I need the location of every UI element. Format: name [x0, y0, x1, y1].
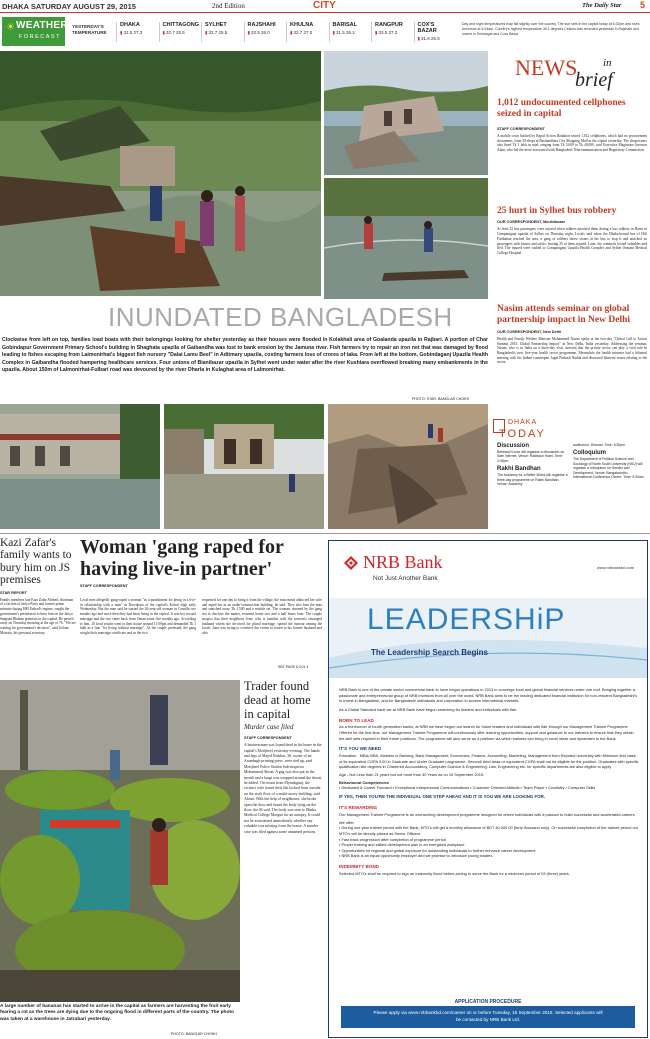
weather-city-temps: [333, 30, 370, 36]
thermometer-icon: ▮: [205, 30, 208, 35]
leadership-title: LEADERSHiP: [367, 603, 566, 636]
ad-offer-item: ▪ Opportunities for regional and global exposure for outstanding individuals to further enhance career development: [339, 847, 536, 853]
thermometer-icon: ▮: [290, 30, 293, 35]
photo-bananas: [0, 680, 240, 1002]
banana-caption: A large number of bananas has started to arrive in the capital as farmers are harvesting the fruit early fearing a rot as the trees are dying due to the ongoing flood in different parts of the country. The photo was taken at a warehouse in Jatrabari yesterday.: [0, 1004, 234, 1022]
feature-credit: PHOTO: STAR, BANGLAR CHOKH: [412, 397, 470, 401]
weather-city-temp-values: 32.7 25.5: [208, 30, 228, 35]
weather-city-name: COX'S BAZAR: [417, 22, 437, 34]
brief-item-nasim: [497, 304, 647, 365]
brief-headline: Nasim attends seminar on global partnership impact in New Delhi: [497, 304, 630, 326]
weather-city: [244, 22, 285, 42]
brief-item-cellphones: [497, 98, 647, 153]
thermometer-icon: ▮: [332, 30, 335, 35]
photo-boat-family: [0, 51, 321, 296]
thermometer-icon: ▮: [120, 30, 123, 35]
leadership-subtitle: The Leadership Search Begins: [371, 648, 488, 657]
ad-competency-head: Behavioural Competencies: [339, 779, 389, 785]
weather-city-name: SYLHET: [205, 22, 227, 28]
brief-body: Health and Family Welfare Minister Mohammed Nasim spoke at the two-day "Global Call to Action Summit 2015: Global Partnership Impact" in New Delhi, India yesterday. Addressing the seminar, Nasim, who is in India on a three-day visit, stressed that the private sector can play a vital role in Bangladesh's new five-year health sector programme. Meanwhile the health minister had a bilateral meeting with his Indian counterpart Jagat Prakash Nadda and discussed bilateral issues relating to the sector.: [497, 336, 647, 365]
weather-city-temp-values: 32.7 25.5: [165, 30, 185, 35]
woman-article: [80, 537, 322, 675]
weather-title: WEATHER: [16, 20, 68, 31]
ad-offer-item: ▪ NRB Bank is an equal opportunity employer and we promise to introduce young leaders: [339, 853, 493, 859]
event-head: Colloquium: [573, 450, 606, 457]
woman-headline: Woman 'gang raped for having live-in partner': [80, 536, 284, 580]
ad-rewarding-body: Our Management Trainee Programme is an overarching development programme designed for driven individuals with a passion to build successful and accelerated careers.: [339, 811, 636, 817]
ad-offer-item: ▪ Proper training and skilled development plan in an energized workplace: [339, 842, 465, 848]
weather-forecast: Day and night temperatures may fall slightly over the country. The sun sets in the capital today at 6:32pm and rises tomorrow at 5:34am. Country's highest temperature 35.1 degrees Celsius was recorded yesterday in Rajshahi and lowest in Srimangal and Coxs Bazar.: [462, 22, 640, 36]
dhaka-today-col1: [497, 443, 568, 487]
masthead-edition: 2nd Edition: [212, 2, 245, 10]
photo-health-complex: [0, 404, 160, 529]
leadership-banner: [329, 598, 647, 678]
weather-city-temp-values: 31.6 26.5: [420, 36, 440, 41]
banana-credit: PHOTO: BANGLAR CHOKH: [171, 1032, 217, 1036]
trader-headline: Trader found dead at home in capital: [244, 679, 311, 721]
weather-city: [159, 22, 200, 42]
event-body: auditorium, Dhanad, Time: 6:30pm: [573, 443, 626, 447]
news-brief-header: [493, 51, 650, 95]
woman-col2: requested for one day to bring it from the village, the miscreants abducted her wife and raped her in an under-construction building, he said. They also beat the man and snatched away Tk 1,500 and a mobile set. The woman, stunned by the gang not to disclose the matter, returned home two and a half hours later. The couple suspect that their neighbour Jonu, who is familiar with the woman's estranged husband whom she divorced for plural marriage, spread the rumour among the locals. Jonu was trying to convince the victim to return to his former husband and also: [202, 598, 322, 636]
trader-byline: STAFF CORRESPONDENT: [244, 736, 292, 741]
event-head: Discussion: [497, 443, 530, 449]
ad-intro-1: NRB Bank is one of the private sector commercial bank to have begun operations in 2013 to converge local and global financial services under one roof. Bringing together a passionate and entrepreneurial group of NRB investors from all over the world, NRB Bank aims to be the leading dedicated financial institution for non-resident Bangladeshi's to invest in Bangladesh, and for Bangladeshi individuals and corporation to access international markets.: [339, 687, 638, 704]
application-procedure-text: Please apply via www.nrbbankbd.com/career on or before Tuesday, 15 September 2015. Selected applicants will be contacted by NRB Bank Ltd.: [373, 1010, 603, 1022]
ad-rewarding-head: IT'S REWARDING: [339, 805, 378, 811]
ad-body: [339, 687, 639, 876]
brief-headline: 25 hurt in Sylhet bus robbery: [497, 206, 617, 216]
weather-cities: [116, 22, 456, 42]
trader-article: [244, 680, 323, 835]
brief-item-bus-robbery: [497, 206, 647, 256]
masthead: [0, 0, 650, 13]
weather-city-temps: [290, 30, 327, 36]
nrb-url: www.nrbbankbd.com: [597, 565, 635, 570]
trader-body: A businessman was found dead in his home in the capital's Motijheel yesterday evening. The hands and legs of Majed Iftekhar, 36, owner of an Arambagh printing press, were tied up, said Motijheel Police Station Sub-inspector Mohammad Abrun. A gag was also put in the mouth and a lungi was wrapped around the throat, he added. On return from Mymshgunj, the victim's wife found their flat locked from outside on the sixth floor of a multi-storey building, said Abrun. With the help of neighbours, she broke open the door and found the body lying on the floor, the SI said. The body was sent to Dhaka Medical College Morgue for an autopsy. It could not be ascertained immediately whether any valuable was missing from the house. A murder case was filed against some unnamed persons.: [244, 743, 323, 834]
ad-offer-item: ▪ Fast track progression after completion of programme period: [339, 836, 446, 842]
ad-competency-list: ▪ Dedicated & Career Focused ▪ Exceptional Interpersonal Communications ▪ Customer Oriented Attitude ▪ Team Player ▪ Creativity ▪ Computer Skills: [339, 785, 596, 791]
weather-city-temp-values: 31.5 26.2: [335, 30, 355, 35]
ad-born-to-lead-head: BORN TO LEAD: [339, 717, 374, 723]
brief-body: A mobile court backed by Rapid Action Battalion seized 1,012 cellphones, which had no procurement documents, from 30 shops at Bashundhara City Shopping Mall in the capital yesterday. The shopowners also fined Tk 1 lakh in total, ranging from Tk 5,000 to Tk 40,000, said Executive Magistrate Sarowar Alam, who led the drive associated with Bangladesh Telecommunication and Regulatory Commission.: [497, 133, 647, 152]
yesterday-label: YESTERDAY'S TEMPERATURE: [72, 24, 107, 36]
ad-intro-2: As a Global Standard bank we at NRB Bank have begun searching for leaders and individuals with flair.: [339, 706, 517, 712]
weather-city-name: RAJSHAHI: [247, 22, 276, 28]
thermometer-icon: ▮: [417, 36, 420, 41]
brief-body: At least 25 bus passengers were injured when robbers attacked them during a bus robbery in Barni in Companiganj upazila of Sylhet on Thursday night. Locals said when the Dhaka-bound bus of Hifi Paribahan reached the area, a gang of robbers threw stones at the bus to stop it and attacked its passengers with knives and sticks, leaving 25 of them injured. Later, the criminals looted valuables and fled. The injured were rushed to Companiganj Upazila Health Complex and Sylhet Osmani Medical College Hospital.: [497, 227, 647, 256]
ad-need-body: Education - MBA/ BBA, Masters in Banking, Bank Management, Economics, Finance, Accounting, Marketing, Management from Reputed University with Minimum first class or its equivalent CGPA 3.00 in Graduate and Under Graduate programme. Second/ third class or equivalent CGPA shall not be eligible for the position. Graduates with specific qualification like degrees in Chartered Accountancy, Computer Science & Engineering, Law, Engineering etc. for specific departments are also eligible to apply.: [339, 752, 639, 770]
thermometer-icon: ▮: [247, 30, 250, 35]
ad-offer-label: We offer:: [339, 819, 355, 825]
section-name: CITY: [313, 0, 336, 11]
weather-city-temp-values: 32.7 27.0: [293, 30, 313, 35]
weather-city-name: DHAKA: [120, 22, 140, 28]
weather-city-temps: [248, 30, 285, 36]
paper-name: The Daily Star: [582, 2, 622, 9]
event-body: The Department of Political Science and Sociology of North South University (NSU) will organise a colloquium on Gender and Development, Venue: Bangabandhu International Conference Centre, Time: 9:30am: [573, 457, 644, 480]
dhaka-today-box: [493, 413, 650, 529]
photo-school-erosion: [324, 51, 488, 175]
kazi-article: [0, 537, 76, 636]
nrb-bank-name: NRB Bank: [363, 552, 443, 572]
weather-city-name: KHULNA: [290, 22, 314, 28]
brief-byline: OUR CORRESPONDENT, Moulvibazar: [497, 220, 565, 225]
sun-icon: ☀: [6, 22, 15, 33]
brief-byline: OUR CORRESPONDENT, New Delhi: [497, 329, 562, 334]
news-brief-in: in: [603, 57, 612, 69]
weather-city-temp-values: 33.5 27.2: [378, 30, 398, 35]
weather-city-name: RANGPUR: [375, 22, 403, 28]
weather-city-temps: [418, 36, 455, 42]
ad-need-age: Age - Not Less than 21 years but not more than 30 Years as on 15 September 2015.: [339, 771, 485, 777]
weather-city-temps: [120, 30, 157, 36]
brief-byline: STAFF CORRESPONDENT: [497, 126, 545, 131]
news-brief-brief: brief: [575, 69, 613, 91]
weather-logo: [2, 17, 68, 46]
weather-city: [116, 22, 157, 42]
feature-headline: INUNDATED BANGLADESH: [108, 302, 453, 332]
weather-city-temps: [163, 30, 200, 36]
ad-indemnity-body: Selected MTO's shall be required to sign an Indemnity Bond before joining to serve the Bank for a minimum period of 03 (three) years.: [339, 870, 570, 876]
weather-city: [414, 22, 455, 42]
nrb-tagline: Not Just Another Bank: [373, 575, 438, 582]
ad-cta: IF YES, THEN YOU'RE THE INDIVIDUAL ONE STEP AHEAD AND IT IS YOU WE ARE LOOKING FOR.: [339, 793, 546, 799]
trader-kicker: Murder case filed: [244, 723, 294, 732]
photo-road-erosion: [328, 404, 488, 529]
weather-city: [371, 22, 412, 42]
weather-city: [286, 22, 327, 42]
brief-headline: 1,012 undocumented cellphones seized in capital: [497, 98, 626, 120]
weather-city: [329, 22, 370, 42]
woman-byline: STAFF CORRESPONDENT: [80, 584, 128, 589]
page-number: 5: [640, 0, 646, 10]
photo-fish-farmers: [324, 178, 488, 299]
weather-city: [201, 22, 242, 42]
event-head: Rakhi Bandhan: [497, 466, 541, 473]
woman-jump: SEE PAGE 6 COL 4: [278, 665, 309, 669]
application-procedure-box: [341, 1006, 635, 1028]
weather-city-name: BARISAL: [332, 22, 357, 28]
weather-city-temps: [205, 30, 242, 36]
photo-bianibazar: [164, 404, 324, 529]
weather-city-temp-values: 32.5 27.3: [123, 30, 143, 35]
event-body: The Academy for a Better World will organise a three-day programme on Rakhi Bandhan, Venue: Academy: [497, 473, 568, 487]
feature-caption: Clockwise from left on top, families load boats with their belongings looking for shelter yesterday as their houses were flooded in Kolakhali area of Goalanda upazila in Rajbari. A portion of Char Gobindapur Government Primary School's building in Shaghata upazila of Gaibandha was lost to bank erosion by the Jamuna river. Fish farmers try to repair an iron net that was damaged by flood leading to fishes escaping from Laimonirhat's biggest fish nursery "Dalai Lamu Beel" in Aditmary upazila, costing farmers loss of crores of taka. From left at the bottom, Gobindaganj Upazila Health Complex in Gaibandha flooded hampering healthcare services. Four unions of Bianibazar upazila in Sylhet went under water after the river Kushiara overflowed breaking many embankments in the upazila. About 150m of Lalmonirhat-Fulbari road was devoured by the river Dharla in Kulaghat area of Lalmonirhat.: [2, 337, 488, 374]
ad-offer-item: ▪ During one year trainee period with the Bank, MTO's will get a monthly allowance of BDT 40,000.00 (forty thousand only). On successful completion of the trainee period our MTO's will be directly placed as Senior Officers.: [339, 825, 639, 836]
weather-city-name: CHITTAGONG: [162, 22, 200, 28]
kazi-byline: STAR REPORT: [0, 590, 27, 595]
nrb-bank-ad: [328, 540, 648, 1038]
ad-indemnity-head: INDEMNITY BOND: [339, 864, 379, 870]
woman-col1: Local men allegedly gang-raped a woman "as a punishment for being in a live-in relationship with a man" in Nowdpara of the capital's Kafrul high early Wednesday. But the man said he started the 26-year-old woman in Comilla two months ago and since then they had been living in the capital. It was her second marriage and the two came back from Oman some five months ago. According to him, 10 local youths went to their house around 11:00pm and demanded Tk 1 lakh as a fine "for living without marriage". As the couple protested, the gang sought their marriage certificate and as the two: [80, 598, 196, 636]
thermometer-icon: ▮: [375, 30, 378, 35]
ad-born-to-lead-body: As a frontrunner of fourth generation banks, at NRB we have begun our search for future leaders and individuals with flair through our Management Trainee Programme Offered for the first time, our Management Trainee Programme will continuously offer learning opportunities, support and guidance to our trainees to ensure that they obtain the skill sets required in their future positions. The programme will also serve as a platform via which trainees can bring in novel ideas and dynamism to the Bank.: [339, 724, 634, 741]
news-brief-title: NEWS: [515, 55, 578, 80]
weather-bar: [0, 17, 650, 47]
weather-subtitle: FORECAST: [19, 34, 61, 40]
masthead-date: DHAKA SATURDAY AUGUST 29, 2015: [2, 2, 136, 11]
application-procedure-head: APPLICATION PROCEDURE: [454, 999, 522, 1005]
dhaka-today-col2: [573, 443, 647, 480]
kazi-body: Family members late Kazi Zafar Ahmed, chairman of a faction of Jatiya Party and former prime minister during HM Ershad's regime, sought the government's permission to bury him on the Jatiya Sangsad Bhaban premises in the capital. He passed away on Thursday morning at the age of 76. "We are waiting for government's decision", said Golam Mostafa, his personal secretary.: [0, 597, 76, 635]
dhaka-today-title: DHAKA: [508, 419, 538, 426]
nrb-logo-icon: [343, 555, 359, 571]
event-body: Bdnews24.com will organise a discussion on Safe Internet, Venue: Radisson Hotel, Time: 3:30pm: [497, 450, 565, 463]
thermometer-icon: ▮: [162, 30, 165, 35]
weather-city-temp-values: 33.5 26.0: [250, 30, 270, 35]
kazi-headline: Kazi Zafar's family wants to bury him on JS premises: [0, 537, 72, 587]
dhaka-today-subtitle: TODAY: [499, 428, 546, 440]
weather-city-temps: [375, 30, 412, 36]
section-divider: [0, 533, 650, 534]
ad-need-head: IT'S YOU WE NEED: [339, 746, 382, 752]
